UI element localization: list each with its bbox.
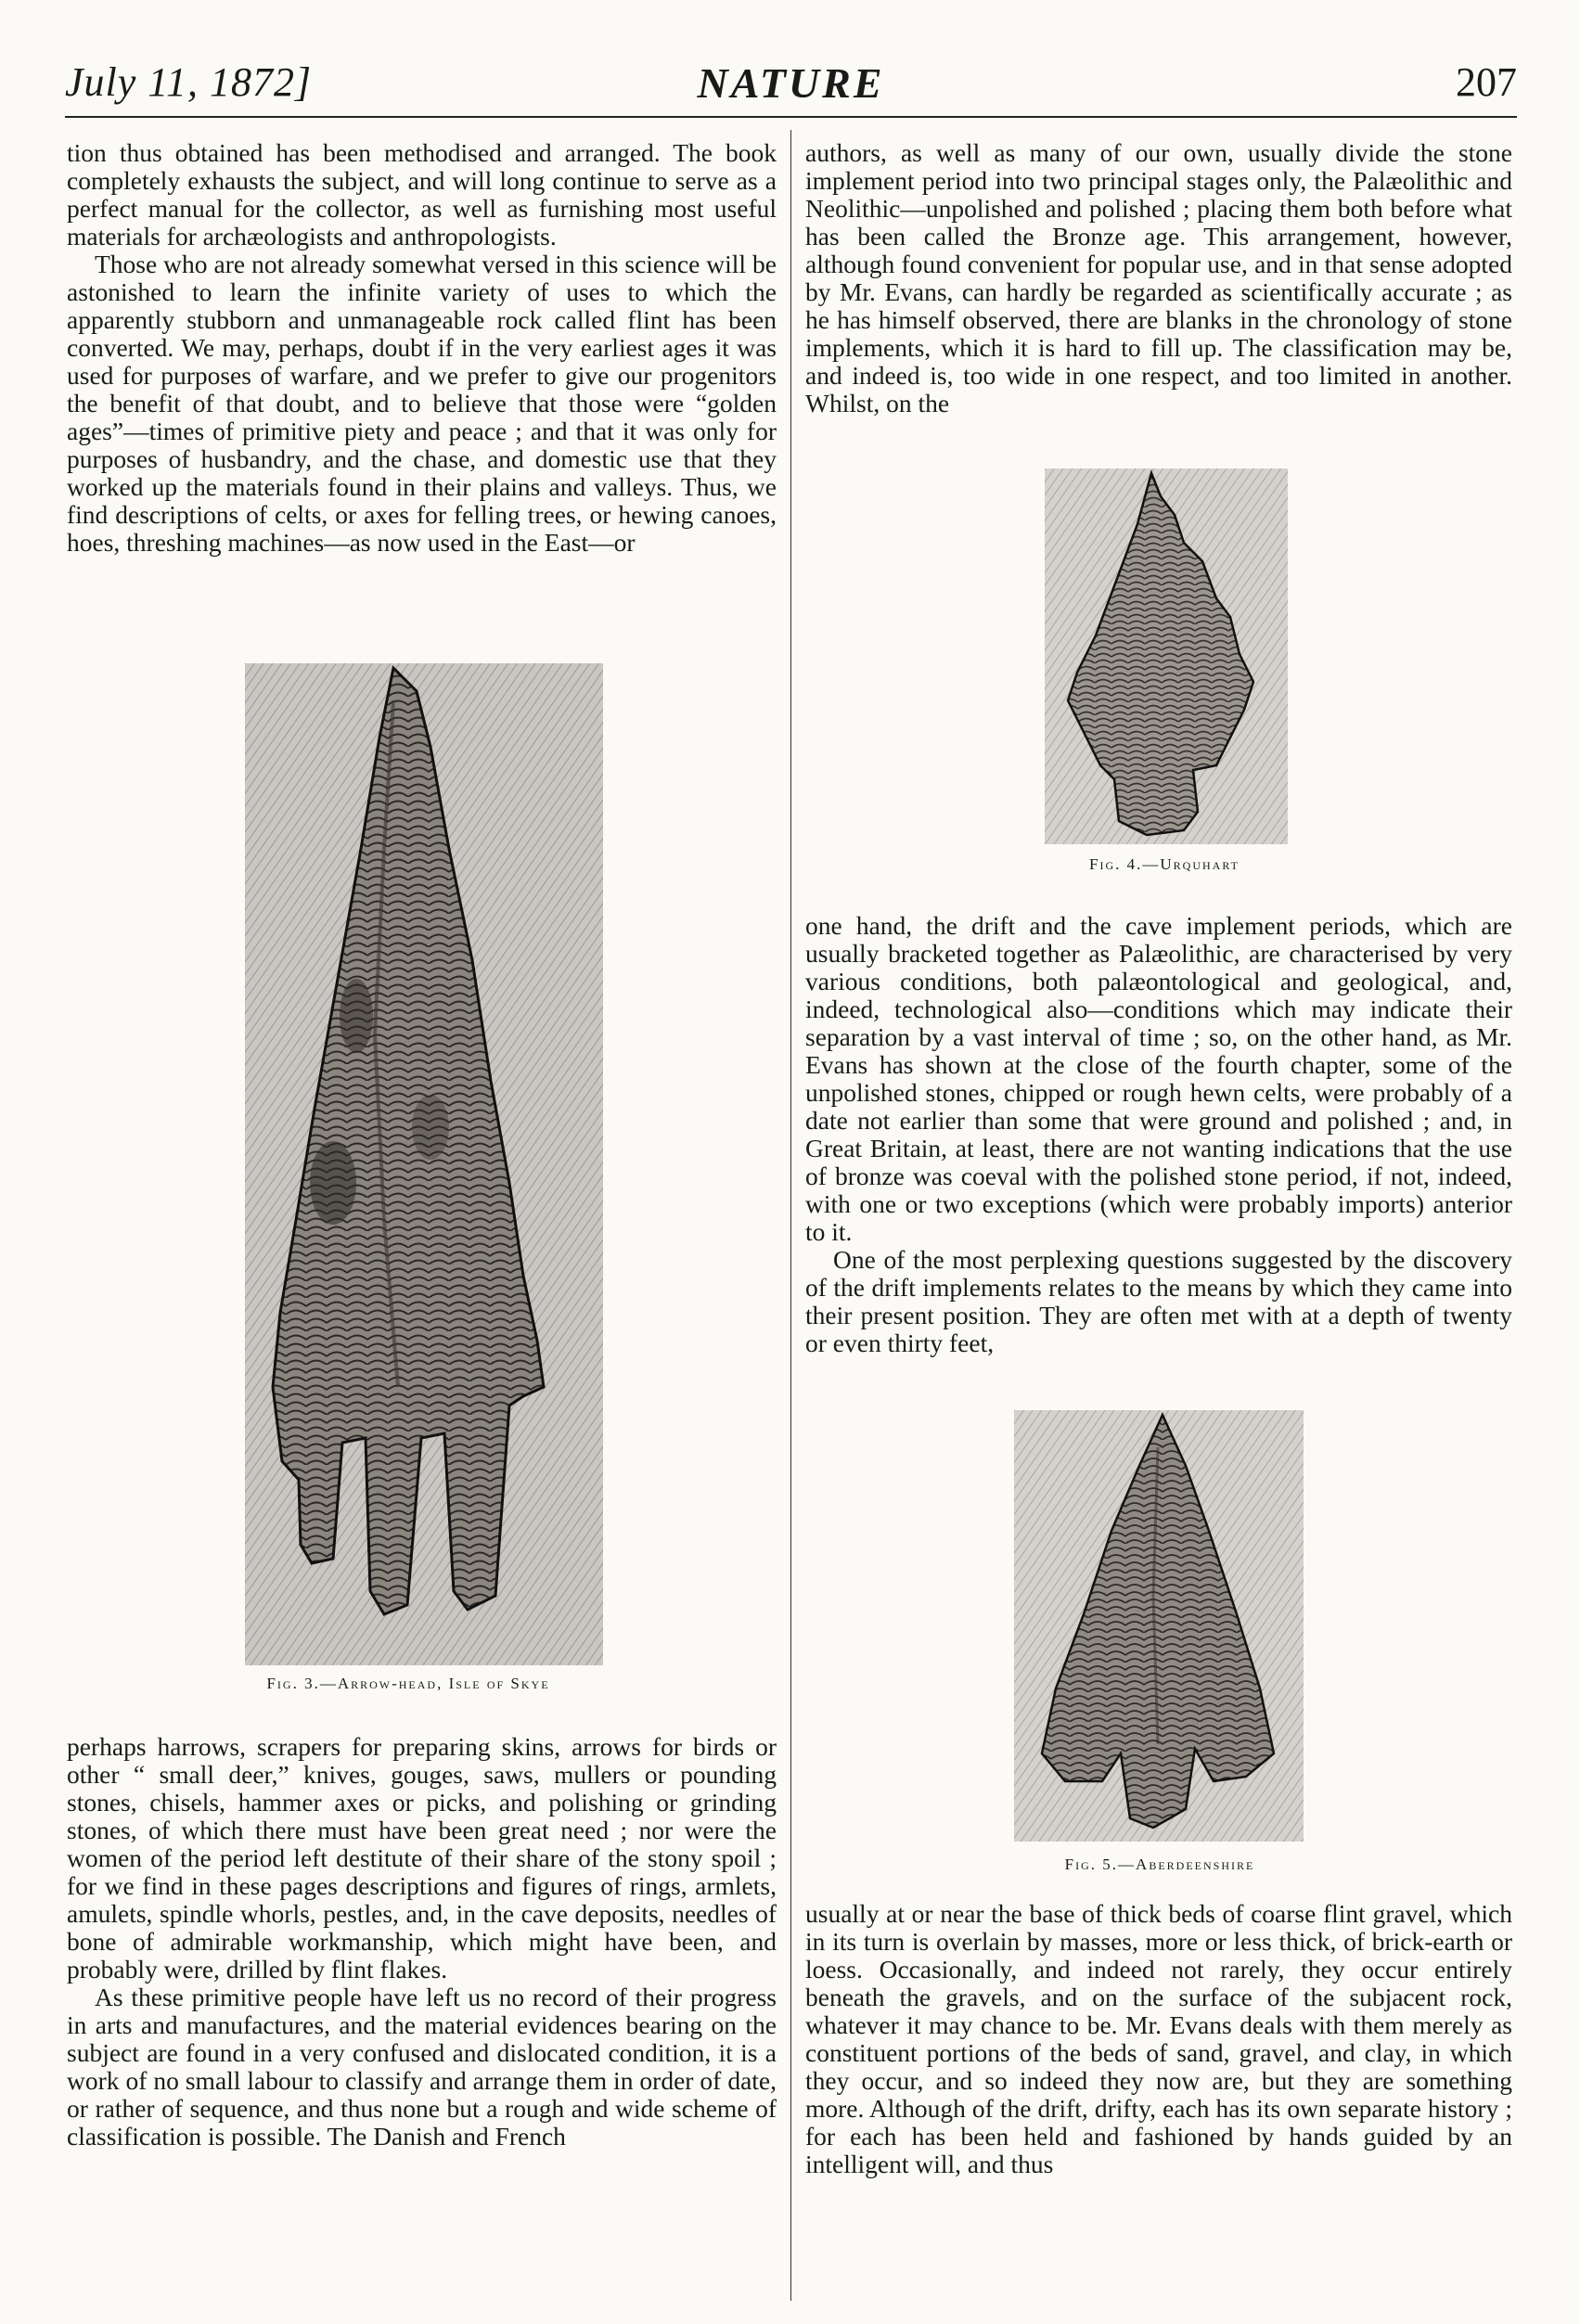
paragraph: usually at or near the base of thick beds of coarse flint gravel, which in its turn is overlain by masses, more or less thick, of brick-earth or loess. Occasionally, and indeed not rarely, they occur entirely beneath the gravels, and on the surface of the subjacent rock, whatever it may chance to be. Mr. Evans deals with them merely as constituent portions of the beds of sand, gravel, and clay, in which they occur, and so indeed they now are, but they are something more. Although of the drift, drifty, each has its own separate history ; for each has been held and fashioned by hands guided by an intelligent will, and thus — [805, 1900, 1512, 2178]
paragraph: tion thus obtained has been methodised and arranged. The book completely exhausts the subject, and will long continue to serve as a perfect manual for the collector, as well as furnishing most useful materials for archæologists and anthropologists. — [67, 139, 777, 250]
issue-date: July 11, 1872] — [65, 59, 313, 105]
figure-4-arrowhead-engraving — [1045, 469, 1288, 844]
journal-title: NATURE — [697, 59, 885, 107]
page-number: 207 — [1456, 59, 1517, 105]
paragraph: perhaps harrows, scrapers for preparing skins, arrows for birds or other “ small deer,” knives, gouges, saws, mullers or pounding stones, chisels, hammer axes or picks, and polishing or grinding stones, of which there must have been great need ; nor were the women of the period left destitute of their share of the stony spoil ; for we find in these pages descriptions and figures of rings, armlets, amulets, spindle whorls, pestles, and, in the cave deposits, needles of bone of admirable workmanship, which might have been, and probably were, drilled by flint flakes. — [67, 1733, 777, 1984]
page-header — [65, 51, 1517, 118]
figure-4-caption: Fig. 4.—Urquhart — [1089, 855, 1240, 873]
paragraph: Those who are not already somewhat versed in this science will be astonished to learn the infinite variety of uses to which the apparently stubborn and unmanageable rock called flint has been converted. We may, perhaps, doubt if in the very earliest ages it was used for purposes of warfare, and we prefer to give our progenitors the benefit of that doubt, and to believe that those were “golden ages”—times of primitive piety and peace ; and that it was only for purposes of husbandry, and the chase, and domestic use that they worked up the materials found in their plains and valleys. Thus, we find descriptions of celts, or axes for felling trees, or hewing canoes, hoes, threshing machines—as now used in the East—or — [67, 250, 777, 557]
paragraph: one hand, the drift and the cave implement periods, which are usually bracketed together as Palæolithic, are characterised by very various conditions, both palæontological and geological, and, indeed, technological also—conditions which may indicate their separation by a vast interval of time ; so, on the other hand, as Mr. Evans has shown at the close of the fourth chapter, some of the unpolished stones, chipped or rough hewn celts, were probably of a date not earlier than some that were ground and polished ; and, in Great Britain, at least, there are not wanting indications that the use of bronze was coeval with the polished stone period, if not, indeed, with one or two exceptions (which were probably imports) anterior to it. — [805, 912, 1512, 1246]
right-column-bottom — [805, 1900, 1512, 2220]
right-column-top — [805, 139, 1512, 450]
left-column-bottom — [67, 1733, 777, 2215]
figure-3-caption: Fig. 3.—Arrow-head, Isle of Skye — [266, 1675, 550, 1692]
right-column-middle — [805, 912, 1512, 1385]
figure-5-caption: Fig. 5.—Aberdeenshire — [1064, 1855, 1255, 1873]
left-column-top — [67, 139, 777, 645]
column-divider — [790, 130, 791, 2301]
paragraph: authors, as well as many of our own, usually divide the stone implement period into two principal stages only, the Palæolithic and Neolithic—unpolished and polished ; placing them both before what has been called the Bronze age. This arrangement, however, although found convenient for popular use, and in that sense adopted by Mr. Evans, can hardly be regarded as scientifically accurate ; as he has himself observed, there are blanks in the chronology of stone implements, which it is hard to fill up. The classification may be, and indeed is, too wide in one respect, and too limited in another. Whilst, on the — [805, 139, 1512, 417]
paragraph: As these primitive people have left us no record of their progress in arts and manufactures, and the material evidences bearing on the subject are found in a very confused and dislocated condition, it is a work of no small labour to classify and arrange them in order of date, or rather of sequence, and thus none but a rough and wide scheme of classification is possible. The Danish and French — [67, 1983, 777, 2151]
figure-5-arrowhead-engraving — [1014, 1410, 1304, 1842]
paragraph: One of the most perplexing questions suggested by the discovery of the drift implements relates to the means by which they came into their present position. They are often met with at a depth of twenty or even thirty feet, — [805, 1245, 1512, 1357]
figure-3-arrowhead-engraving — [245, 663, 603, 1665]
